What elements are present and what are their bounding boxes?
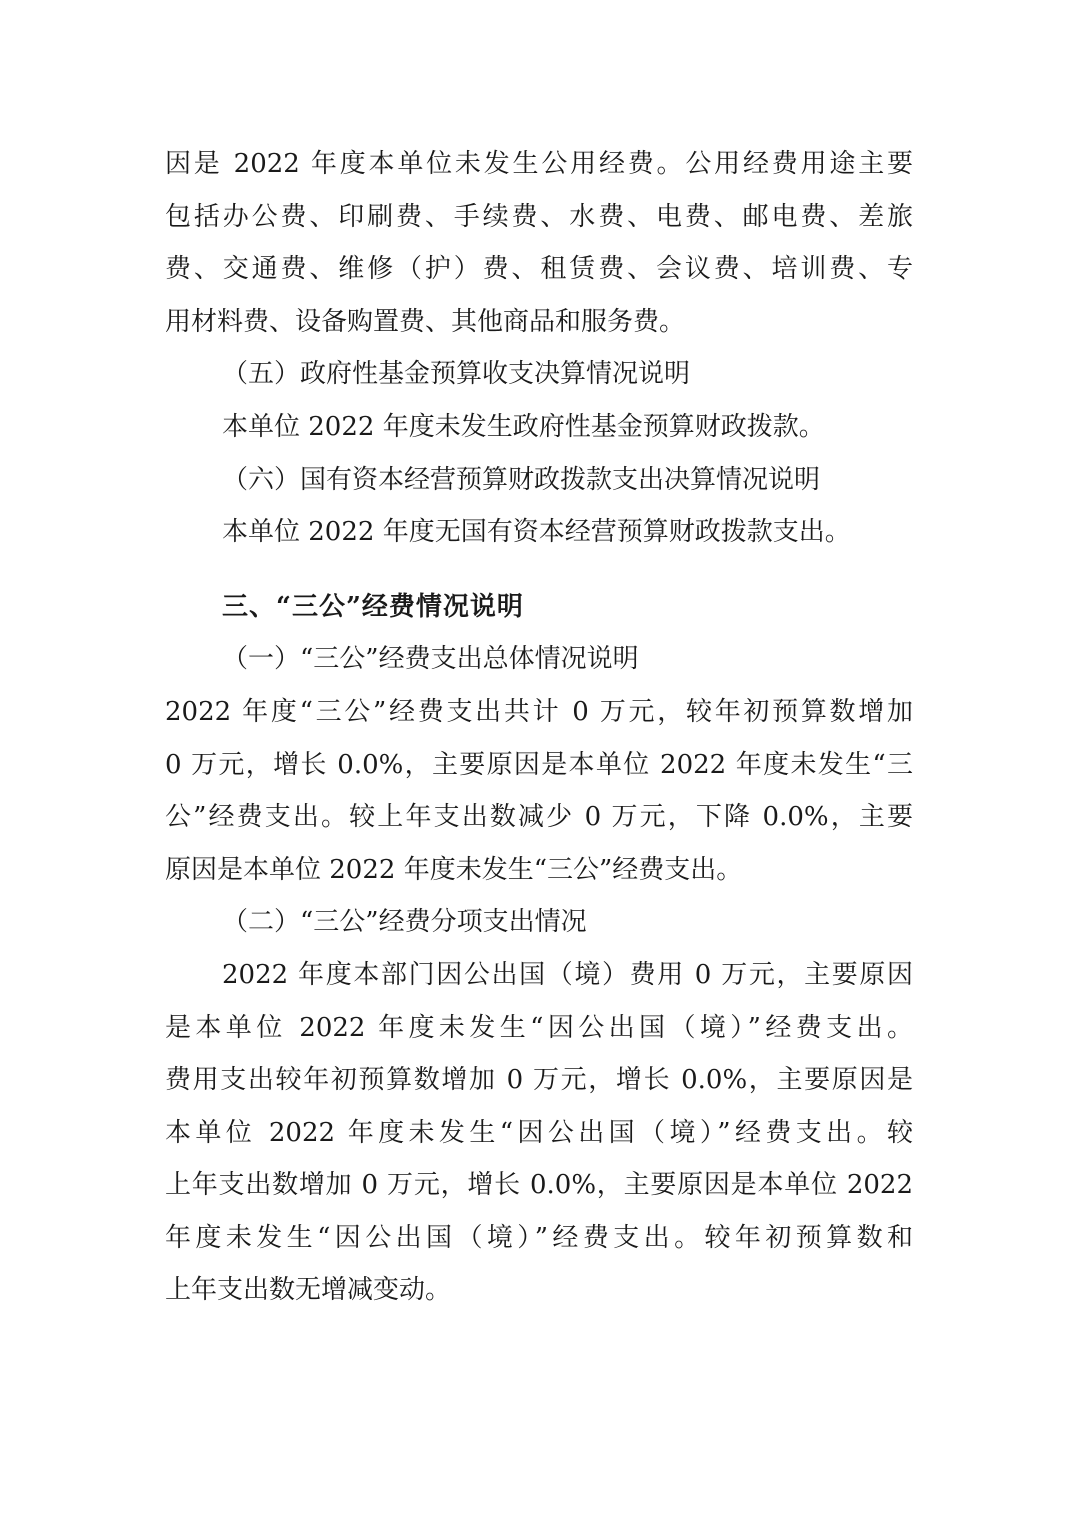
section-spacer xyxy=(165,559,913,581)
paragraph-line: 包括办公费、印刷费、手续费、水费、电费、邮电费、差旅 xyxy=(165,201,913,232)
paragraph-line: 上年支出数无增减变动。 xyxy=(165,1275,452,1306)
subsection-1-heading: （一）“三公”经费支出总体情况说明 xyxy=(222,644,639,675)
section-6-body: 本单位 2022 年度无国有资本经营预算财政拨款支出。 xyxy=(222,517,851,548)
paragraph-line: 用材料费、设备购置费、其他商品和服务费。 xyxy=(165,306,686,337)
section-6-heading: （六）国有资本经营预算财政拨款支出决算情况说明 xyxy=(222,464,821,495)
document-body xyxy=(165,138,913,1317)
paragraph-line: 因是 2022 年度本单位未发生公用经费。公用经费用途主要 xyxy=(165,149,913,179)
paragraph-line: 费用支出较年初预算数增加 0 万元，增长 0.0%，主要原因是 xyxy=(165,1065,913,1096)
paragraph-line: 上年支出数增加 0 万元，增长 0.0%，主要原因是本单位 2022 xyxy=(165,1170,913,1201)
paragraph-line: 年度未发生“因公出国（境）”经费支出。较年初预算数和 xyxy=(165,1222,913,1253)
paragraph-line: 本单位 2022 年度未发生“因公出国（境）”经费支出。较 xyxy=(165,1117,913,1148)
section-5-heading: （五）政府性基金预算收支决算情况说明 xyxy=(222,359,691,390)
paragraph-line: 0 万元，增长 0.0%，主要原因是本单位 2022 年度未发生“三 xyxy=(165,749,913,780)
paragraph-line: 费、交通费、维修（护）费、租赁费、会议费、培训费、专 xyxy=(165,254,913,285)
paragraph-line: 2022 年度“三公”经费支出共计 0 万元，较年初预算数增加 xyxy=(165,696,913,727)
section-5-body: 本单位 2022 年度未发生政府性基金预算财政拨款。 xyxy=(222,411,825,442)
section-three-heading: 三、“三公”经费情况说明 xyxy=(222,591,524,622)
paragraph-line: 2022 年度本部门因公出国（境）费用 0 万元，主要原因 xyxy=(222,959,913,990)
subsection-2-heading: （二）“三公”经费分项支出情况 xyxy=(222,907,587,938)
paragraph-line: 公”经费支出。较上年支出数减少 0 万元，下降 0.0%，主要 xyxy=(165,802,913,833)
paragraph-line: 是本单位 2022 年度未发生“因公出国（境）”经费支出。 xyxy=(165,1012,913,1043)
paragraph-line: 原因是本单位 2022 年度未发生“三公”经费支出。 xyxy=(165,854,743,885)
